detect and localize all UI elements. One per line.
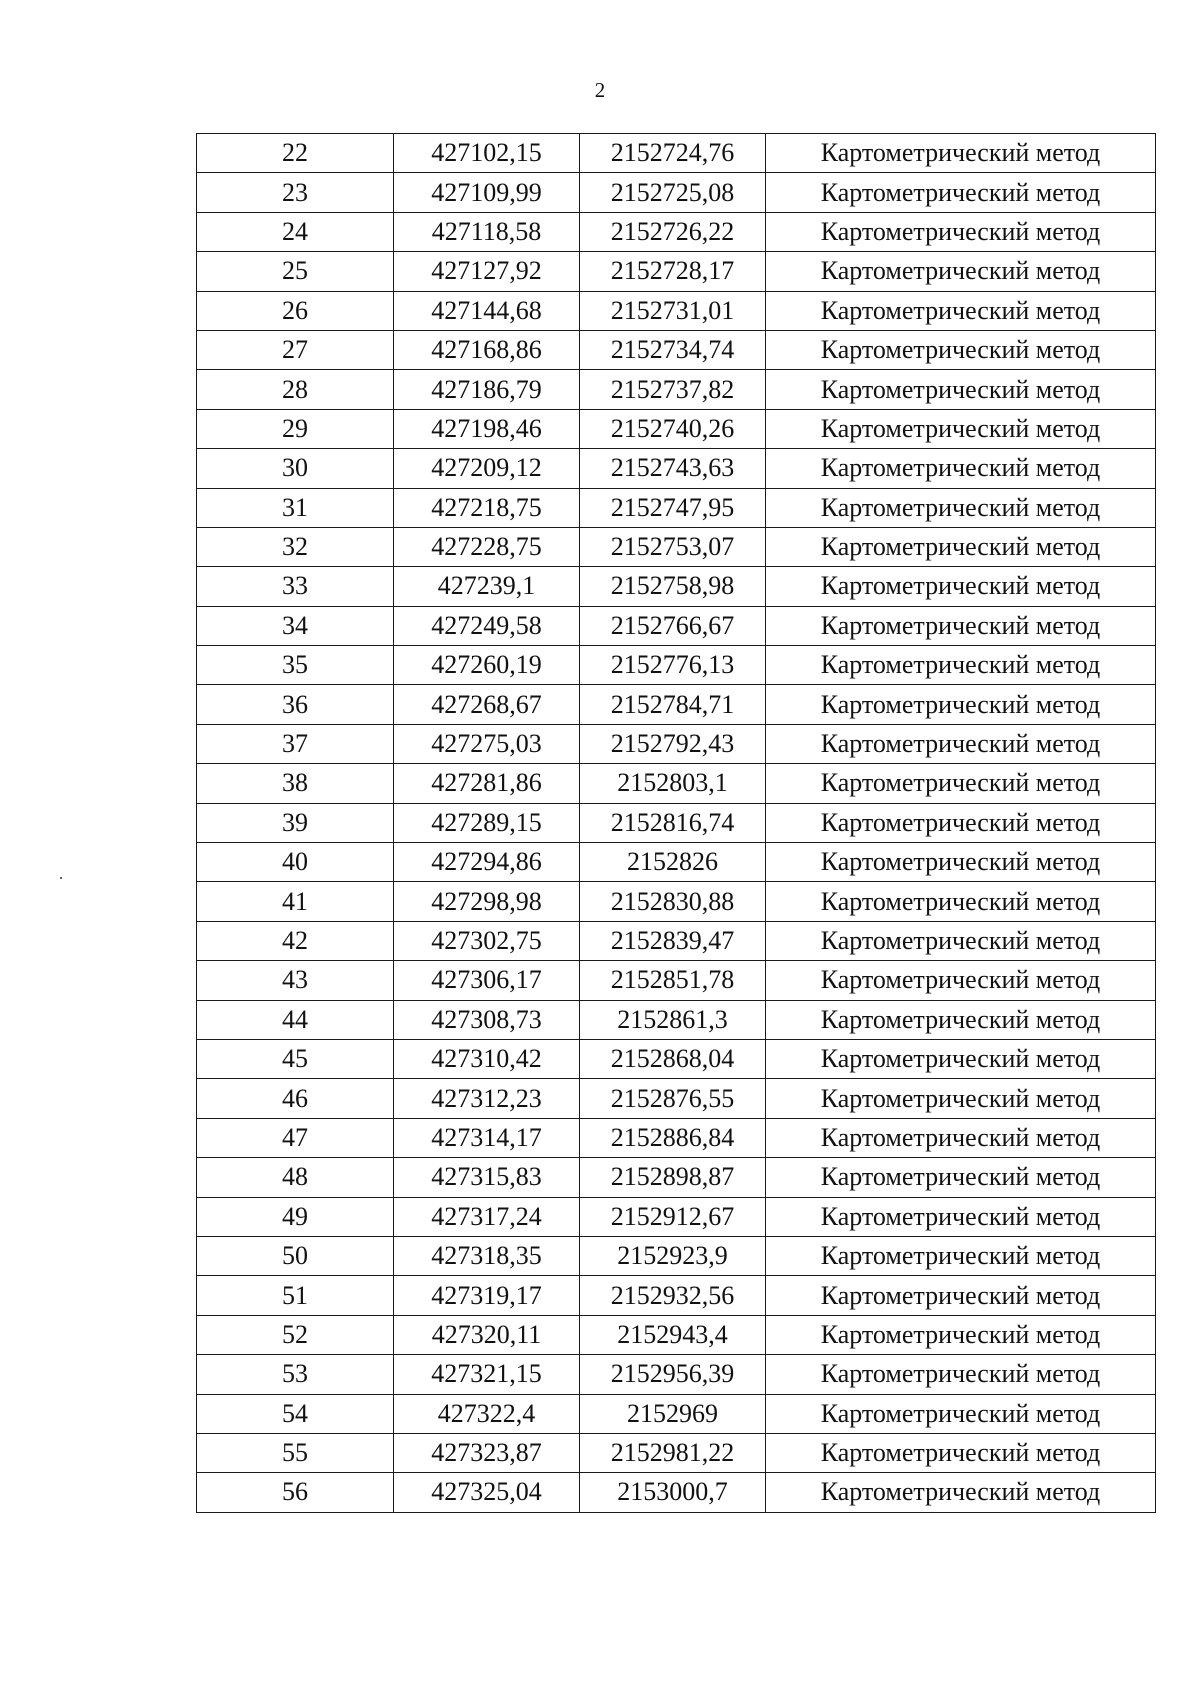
method-cell: Картометрический метод — [766, 1039, 1156, 1078]
y-coordinate-cell: 2152943,4 — [580, 1315, 766, 1354]
point-number-cell: 46 — [197, 1079, 394, 1118]
method-cell: Картометрический метод — [766, 252, 1156, 291]
table-row — [197, 449, 1156, 488]
x-coordinate-cell: 427323,87 — [394, 1433, 580, 1472]
table-row — [197, 724, 1156, 763]
table-row — [197, 882, 1156, 921]
method-cell: Картометрический метод — [766, 1473, 1156, 1512]
y-coordinate-cell: 2152956,39 — [580, 1355, 766, 1394]
method-cell: Картометрический метод — [766, 1197, 1156, 1236]
method-cell: Картометрический метод — [766, 409, 1156, 448]
point-number-cell: 53 — [197, 1355, 394, 1394]
table-row — [197, 1433, 1156, 1472]
coordinates-table-body — [197, 134, 1156, 1513]
table-row — [197, 330, 1156, 369]
table-row — [197, 606, 1156, 645]
x-coordinate-cell: 427318,35 — [394, 1236, 580, 1275]
y-coordinate-cell: 2152851,78 — [580, 961, 766, 1000]
table-row — [197, 409, 1156, 448]
y-coordinate-cell: 2152816,74 — [580, 803, 766, 842]
point-number-cell: 22 — [197, 134, 394, 173]
x-coordinate-cell: 427319,17 — [394, 1276, 580, 1315]
x-coordinate-cell: 427314,17 — [394, 1118, 580, 1157]
point-number-cell: 56 — [197, 1473, 394, 1512]
x-coordinate-cell: 427268,67 — [394, 685, 580, 724]
point-number-cell: 29 — [197, 409, 394, 448]
y-coordinate-cell: 2152826 — [580, 843, 766, 882]
method-cell: Картометрический метод — [766, 1433, 1156, 1472]
method-cell: Картометрический метод — [766, 1315, 1156, 1354]
x-coordinate-cell: 427102,15 — [394, 134, 580, 173]
method-cell: Картометрический метод — [766, 134, 1156, 173]
method-cell: Картометрический метод — [766, 1276, 1156, 1315]
table-row — [197, 1197, 1156, 1236]
point-number-cell: 50 — [197, 1236, 394, 1275]
y-coordinate-cell: 2152784,71 — [580, 685, 766, 724]
x-coordinate-cell: 427209,12 — [394, 449, 580, 488]
x-coordinate-cell: 427144,68 — [394, 291, 580, 330]
point-number-cell: 36 — [197, 685, 394, 724]
table-row — [197, 488, 1156, 527]
y-coordinate-cell: 2152923,9 — [580, 1236, 766, 1275]
method-cell: Картометрический метод — [766, 724, 1156, 763]
method-cell: Картометрический метод — [766, 370, 1156, 409]
x-coordinate-cell: 427109,99 — [394, 173, 580, 212]
point-number-cell: 37 — [197, 724, 394, 763]
x-coordinate-cell: 427127,92 — [394, 252, 580, 291]
y-coordinate-cell: 2152830,88 — [580, 882, 766, 921]
y-coordinate-cell: 2152766,67 — [580, 606, 766, 645]
x-coordinate-cell: 427302,75 — [394, 921, 580, 960]
method-cell: Картометрический метод — [766, 527, 1156, 566]
point-number-cell: 41 — [197, 882, 394, 921]
y-coordinate-cell: 2152868,04 — [580, 1039, 766, 1078]
x-coordinate-cell: 427281,86 — [394, 764, 580, 803]
x-coordinate-cell: 427249,58 — [394, 606, 580, 645]
y-coordinate-cell: 2152886,84 — [580, 1118, 766, 1157]
y-coordinate-cell: 2152776,13 — [580, 646, 766, 685]
point-number-cell: 39 — [197, 803, 394, 842]
y-coordinate-cell: 2152803,1 — [580, 764, 766, 803]
x-coordinate-cell: 427289,15 — [394, 803, 580, 842]
method-cell: Картометрический метод — [766, 567, 1156, 606]
point-number-cell: 23 — [197, 173, 394, 212]
table-row — [197, 843, 1156, 882]
method-cell: Картометрический метод — [766, 1236, 1156, 1275]
y-coordinate-cell: 2152861,3 — [580, 1000, 766, 1039]
y-coordinate-cell: 2152726,22 — [580, 212, 766, 251]
x-coordinate-cell: 427308,73 — [394, 1000, 580, 1039]
y-coordinate-cell: 2152725,08 — [580, 173, 766, 212]
x-coordinate-cell: 427321,15 — [394, 1355, 580, 1394]
point-number-cell: 27 — [197, 330, 394, 369]
x-coordinate-cell: 427275,03 — [394, 724, 580, 763]
x-coordinate-cell: 427315,83 — [394, 1158, 580, 1197]
y-coordinate-cell: 2152912,67 — [580, 1197, 766, 1236]
point-number-cell: 24 — [197, 212, 394, 251]
table-row — [197, 1039, 1156, 1078]
method-cell: Картометрический метод — [766, 291, 1156, 330]
x-coordinate-cell: 427320,11 — [394, 1315, 580, 1354]
point-number-cell: 55 — [197, 1433, 394, 1472]
y-coordinate-cell: 2152792,43 — [580, 724, 766, 763]
table-row — [197, 291, 1156, 330]
table-row — [197, 1315, 1156, 1354]
y-coordinate-cell: 2153000,7 — [580, 1473, 766, 1512]
point-number-cell: 49 — [197, 1197, 394, 1236]
point-number-cell: 51 — [197, 1276, 394, 1315]
point-number-cell: 40 — [197, 843, 394, 882]
method-cell: Картометрический метод — [766, 1394, 1156, 1433]
y-coordinate-cell: 2152747,95 — [580, 488, 766, 527]
method-cell: Картометрический метод — [766, 803, 1156, 842]
y-coordinate-cell: 2152728,17 — [580, 252, 766, 291]
point-number-cell: 48 — [197, 1158, 394, 1197]
point-number-cell: 32 — [197, 527, 394, 566]
x-coordinate-cell: 427118,58 — [394, 212, 580, 251]
table-row — [197, 1236, 1156, 1275]
x-coordinate-cell: 427325,04 — [394, 1473, 580, 1512]
method-cell: Картометрический метод — [766, 1158, 1156, 1197]
point-number-cell: 42 — [197, 921, 394, 960]
table-row — [197, 1118, 1156, 1157]
method-cell: Картометрический метод — [766, 961, 1156, 1000]
table-row — [197, 921, 1156, 960]
point-number-cell: 28 — [197, 370, 394, 409]
point-number-cell: 31 — [197, 488, 394, 527]
point-number-cell: 47 — [197, 1118, 394, 1157]
table-row — [197, 1079, 1156, 1118]
method-cell: Картометрический метод — [766, 606, 1156, 645]
table-row — [197, 212, 1156, 251]
page-number: 2 — [594, 78, 606, 102]
x-coordinate-cell: 427198,46 — [394, 409, 580, 448]
y-coordinate-cell: 2152724,76 — [580, 134, 766, 173]
table-row — [197, 173, 1156, 212]
table-row — [197, 1276, 1156, 1315]
y-coordinate-cell: 2152740,26 — [580, 409, 766, 448]
x-coordinate-cell: 427322,4 — [394, 1394, 580, 1433]
y-coordinate-cell: 2152743,63 — [580, 449, 766, 488]
point-number-cell: 30 — [197, 449, 394, 488]
table-row — [197, 803, 1156, 842]
table-row — [197, 961, 1156, 1000]
method-cell: Картометрический метод — [766, 646, 1156, 685]
x-coordinate-cell: 427186,79 — [394, 370, 580, 409]
x-coordinate-cell: 427294,86 — [394, 843, 580, 882]
point-number-cell: 43 — [197, 961, 394, 1000]
y-coordinate-cell: 2152731,01 — [580, 291, 766, 330]
method-cell: Картометрический метод — [766, 212, 1156, 251]
x-coordinate-cell: 427218,75 — [394, 488, 580, 527]
x-coordinate-cell: 427168,86 — [394, 330, 580, 369]
scan-speck — [60, 877, 62, 879]
x-coordinate-cell: 427260,19 — [394, 646, 580, 685]
x-coordinate-cell: 427239,1 — [394, 567, 580, 606]
y-coordinate-cell: 2152876,55 — [580, 1079, 766, 1118]
y-coordinate-cell: 2152932,56 — [580, 1276, 766, 1315]
point-number-cell: 33 — [197, 567, 394, 606]
method-cell: Картометрический метод — [766, 882, 1156, 921]
method-cell: Картометрический метод — [766, 173, 1156, 212]
table-row — [197, 764, 1156, 803]
x-coordinate-cell: 427228,75 — [394, 527, 580, 566]
x-coordinate-cell: 427306,17 — [394, 961, 580, 1000]
method-cell: Картометрический метод — [766, 1079, 1156, 1118]
method-cell: Картометрический метод — [766, 1118, 1156, 1157]
x-coordinate-cell: 427317,24 — [394, 1197, 580, 1236]
point-number-cell: 44 — [197, 1000, 394, 1039]
table-row — [197, 134, 1156, 173]
y-coordinate-cell: 2152737,82 — [580, 370, 766, 409]
method-cell: Картометрический метод — [766, 488, 1156, 527]
y-coordinate-cell: 2152898,87 — [580, 1158, 766, 1197]
y-coordinate-cell: 2152839,47 — [580, 921, 766, 960]
point-number-cell: 35 — [197, 646, 394, 685]
y-coordinate-cell: 2152758,98 — [580, 567, 766, 606]
y-coordinate-cell: 2152981,22 — [580, 1433, 766, 1472]
coordinates-table — [196, 133, 1156, 1513]
table-row — [197, 370, 1156, 409]
table-row — [197, 1000, 1156, 1039]
table-row — [197, 1473, 1156, 1512]
x-coordinate-cell: 427310,42 — [394, 1039, 580, 1078]
table-row — [197, 252, 1156, 291]
method-cell: Картометрический метод — [766, 843, 1156, 882]
table-row — [197, 527, 1156, 566]
method-cell: Картометрический метод — [766, 1000, 1156, 1039]
method-cell: Картометрический метод — [766, 764, 1156, 803]
table-row — [197, 685, 1156, 724]
method-cell: Картометрический метод — [766, 1355, 1156, 1394]
point-number-cell: 26 — [197, 291, 394, 330]
point-number-cell: 52 — [197, 1315, 394, 1354]
table-row — [197, 646, 1156, 685]
table-row — [197, 1394, 1156, 1433]
point-number-cell: 25 — [197, 252, 394, 291]
point-number-cell: 34 — [197, 606, 394, 645]
x-coordinate-cell: 427312,23 — [394, 1079, 580, 1118]
method-cell: Картометрический метод — [766, 921, 1156, 960]
point-number-cell: 38 — [197, 764, 394, 803]
method-cell: Картометрический метод — [766, 330, 1156, 369]
table-row — [197, 1355, 1156, 1394]
point-number-cell: 54 — [197, 1394, 394, 1433]
method-cell: Картометрический метод — [766, 685, 1156, 724]
x-coordinate-cell: 427298,98 — [394, 882, 580, 921]
y-coordinate-cell: 2152753,07 — [580, 527, 766, 566]
method-cell: Картометрический метод — [766, 449, 1156, 488]
table-row — [197, 567, 1156, 606]
y-coordinate-cell: 2152969 — [580, 1394, 766, 1433]
table-row — [197, 1158, 1156, 1197]
y-coordinate-cell: 2152734,74 — [580, 330, 766, 369]
point-number-cell: 45 — [197, 1039, 394, 1078]
